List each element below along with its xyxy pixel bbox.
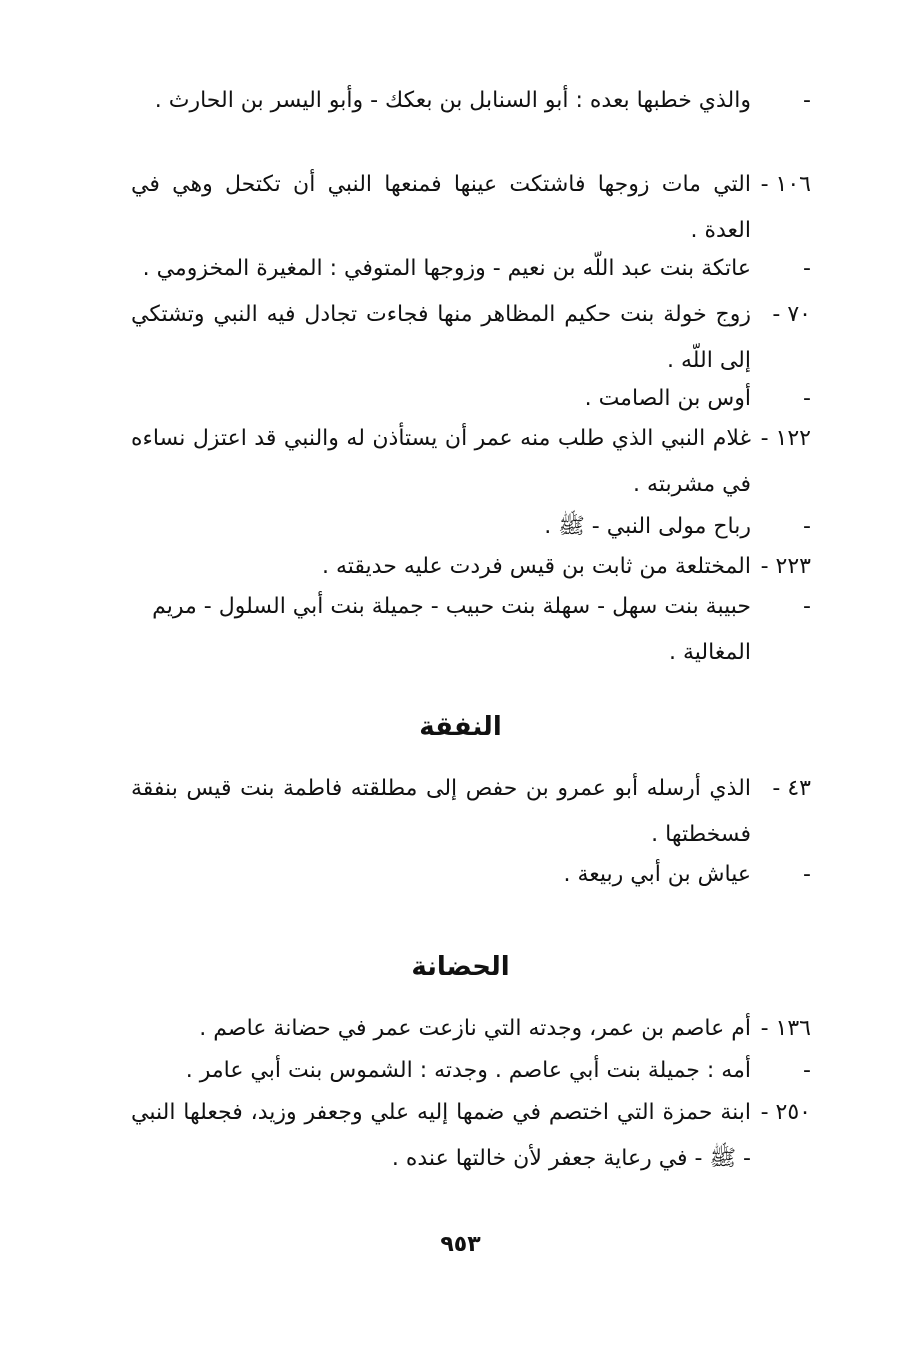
section-heading-nafaqa: النفقة: [419, 712, 502, 742]
list-item: [131, 1048, 811, 1094]
list-item: [131, 246, 811, 292]
entry-marker: -: [803, 862, 811, 887]
section-heading-hadana: الحضانة: [411, 952, 510, 982]
entry-text: أم عاصم بن عمر، وجدته التي نازعت عمر في حضانة عاصم .: [199, 1016, 751, 1041]
list-item: [131, 416, 811, 508]
entry-text: أوس بن الصامت .: [584, 386, 751, 411]
entry-text: عاتكة بنت عبد اللّه بن نعيم - وزوجها المتوفي : المغيرة المخزومي .: [142, 256, 751, 281]
entry-text: أمه : جميلة بنت أبي عاصم . وجدته : الشموس بنت أبي عامر .: [185, 1058, 751, 1083]
entry-text: التي مات زوجها فاشتكت عينها فمنعها النبي أن تكتحل وهي في العدة .: [131, 172, 751, 243]
entry-number: ١٣٦ -: [760, 1016, 811, 1041]
entry-number: ١٢٢ -: [760, 426, 811, 451]
list-item: [131, 584, 811, 676]
entry-number: ٧٠ -: [772, 302, 811, 327]
entry-text: عياش بن أبي ربيعة .: [563, 862, 751, 887]
entry-text: زوج خولة بنت حكيم المظاهر منها فجاءت تجادل فيه النبي وتشتكي إلى اللّه .: [131, 302, 751, 373]
entry-text: ابنة حمزة التي اختصم في ضمها إليه علي وجعفر وزيد، فجعلها النبي - ﷺ - في رعاية جعفر لأن خالتها عنده .: [131, 1100, 751, 1171]
list-item: [131, 292, 811, 384]
list-item: [131, 766, 811, 858]
entry-marker: -: [803, 1058, 811, 1083]
entry-marker: -: [803, 594, 811, 619]
entry-text: المختلعة من ثابت بن قيس فردت عليه حديقته .: [322, 554, 751, 579]
list-item: [131, 852, 811, 898]
entry-text: حبيبة بنت سهل - سهلة بنت حبيب - جميلة بنت أبي السلول - مريم المغالية .: [152, 594, 751, 665]
entry-text: غلام النبي الذي طلب منه عمر أن يستأذن له والنبي قد اعتزل نساءه في مشربته .: [131, 426, 751, 497]
entry-text: الذي أرسله أبو عمرو بن حفص إلى مطلقته فاطمة بنت قيس بنفقة فسخطتها .: [131, 776, 751, 847]
entry-marker: -: [803, 386, 811, 411]
entry-text: والذي خطبها بعده : أبو السنابل بن بعكك - وأبو اليسر بن الحارث .: [154, 88, 751, 113]
list-item: [131, 78, 811, 124]
entry-number: ١٠٦ -: [760, 172, 811, 197]
list-item: [131, 1090, 811, 1182]
page-number: ٩٥٣: [440, 1232, 481, 1257]
entry-marker: -: [803, 514, 811, 539]
entry-number: ٢٢٣ -: [760, 554, 811, 579]
list-item: [131, 162, 811, 254]
entry-number: ٤٣ -: [772, 776, 811, 801]
entry-marker: -: [803, 88, 811, 113]
list-item: [131, 1006, 811, 1052]
entry-text: رباح مولى النبي - ﷺ .: [544, 514, 751, 539]
entry-number: ٢٥٠ -: [760, 1100, 811, 1125]
entry-marker: -: [803, 256, 811, 281]
